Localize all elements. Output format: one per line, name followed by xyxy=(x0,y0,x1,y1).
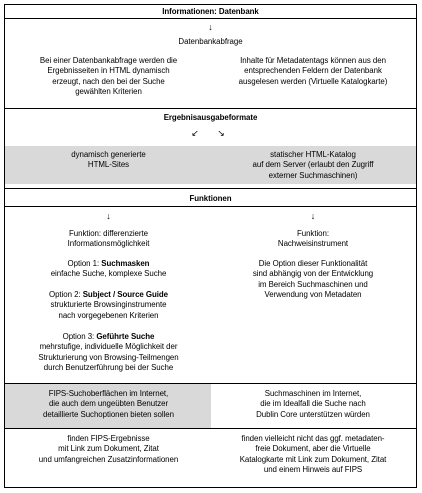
arrow-down-icon: ↓ xyxy=(106,211,111,221)
divider xyxy=(4,206,417,207)
divider xyxy=(4,428,417,429)
result-right-text: finden vielleicht nicht das ggf. metadaten- freie Dokument, aber die Virtuelle Katalogkarte mit Link zum Dokument, Zitat und einem Hinweis auf FIPS xyxy=(239,434,387,475)
header-title: Informationen: Datenbank xyxy=(162,7,259,16)
header-divider xyxy=(4,18,417,19)
arrow-down-icon: ↓ xyxy=(310,211,316,221)
arrow-down-right-icon: ↘ xyxy=(217,128,225,138)
query-label: Datenbankabfrage xyxy=(178,37,243,46)
format-right-text: statischer HTML-Katalog auf dem Server (erlaubt den Zugriff externer Suchmaschinen) xyxy=(252,150,374,180)
query-left-text: Bei einer Datenbankabfrage werden die Ergebnisseiten in HTML dynamisch erzeugt, nach den bei der Suche gewählten Kriterien xyxy=(39,56,178,97)
engines-right-text: Suchmaschinen im Internet, die im Idealfall die Suche nach Dublin Core unterstützen würden xyxy=(256,389,370,419)
query-right-text: Inhalte für Metadatentags können aus den entsprechenden Feldern der Datenbank ausgelesen werden (Virtuelle Katalogkarte) xyxy=(238,56,388,86)
divider xyxy=(4,188,417,189)
format-left-text: dynamisch generierte HTML-Sites xyxy=(71,150,146,170)
option-1: Option 1: Suchmasken einfache Suche, komplexe Suche xyxy=(50,259,167,279)
result-left-text: finden FIPS-Ergebnisse mit Link zum Dokument, Zitat und umfangreichen Zusatzinformationen xyxy=(38,434,179,464)
nachweis-option-text: Die Option dieser Funktionalität sind abhängig von der Entwicklung im Bereich Suchmaschinen und Verwendung von Metadaten xyxy=(252,259,374,300)
arrow-down-icon: ↓ xyxy=(208,22,213,32)
func-left-text: Funktion: differenzierte Informationsmöglichkeit xyxy=(67,229,150,249)
arrow-down-left-icon: ↙ xyxy=(191,128,199,138)
func-right-text: Funktion: Nachweisinstrument xyxy=(277,229,349,249)
fips-left-text: FIPS-Suchoberflächen im Internet, die auch dem ungeübten Benutzer detaillierte Suchoptionen bieten sollen xyxy=(43,389,174,419)
option-3: Option 3: Geführte Suche mehrstufige, individuelle Möglichkeit der Strukturierung von Browsing-Teilmengen durch Benutzerführung bei der Suche xyxy=(38,332,179,373)
functions-title: Funktionen xyxy=(189,194,232,203)
divider xyxy=(4,108,417,109)
option-2: Option 2: Subject / Source Guide strukturierte Browsinginstrumente nach vorgegebenen Kriterien xyxy=(49,290,168,320)
output-formats-title: Ergebnisausgabeformate xyxy=(163,113,258,122)
